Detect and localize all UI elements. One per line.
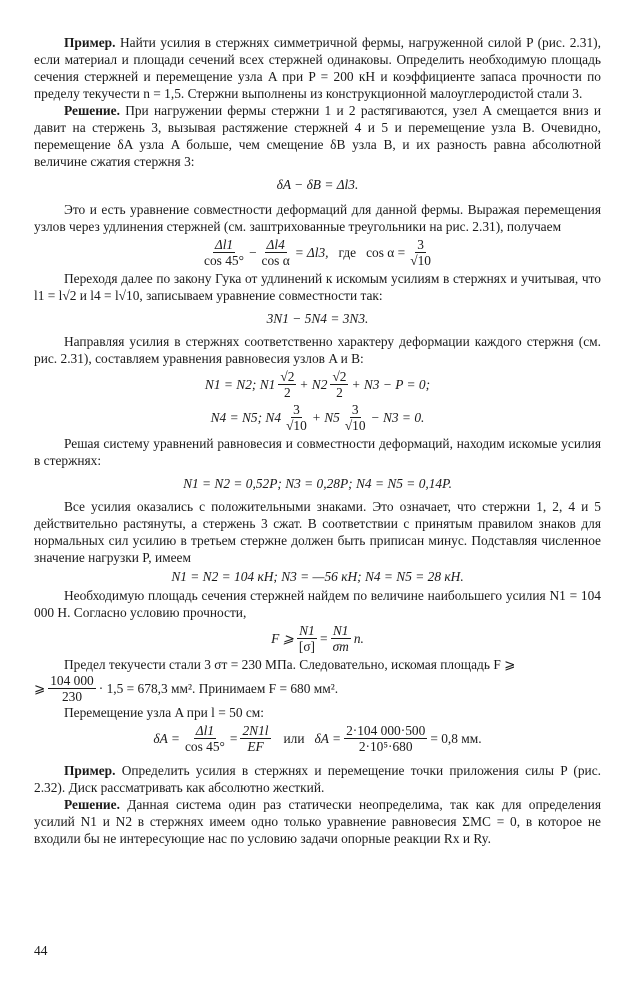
paragraph-3: Переходя далее по закону Гука от удлинений к искомым усилиям в стержнях и учитывая, что l1 = l√2 и l4 = l√10, записываем уравнение совместности так: [34, 271, 601, 303]
solution-1-label: Решение. [64, 103, 120, 118]
fraction: $\frac{\Delta l1}{\cos 45^\circ}$ [184, 723, 225, 754]
equation-5: N4 = N5; N4 $\frac{3}{√10}$ + N5 $\frac{3}{√10}$ − N3 = 0. [210, 402, 425, 433]
solution-2-label: Решение. [64, 797, 120, 812]
fraction: $\frac{\Delta l1}{\cos 45^\circ}$ [204, 237, 244, 268]
example-2-text: Определить усилия в стержнях и перемещение точки приложения силы P (рис. 2.32). Диск рассматривать как абсолютно жесткий. [34, 763, 601, 795]
example-1 [34, 34, 601, 102]
fraction: $\frac{N1}{[\sigma]}$ [298, 623, 315, 654]
fraction: $\frac{\Delta l4}{\text{cos α}}$ [261, 237, 290, 268]
solution-1 [34, 102, 601, 170]
fraction: $\frac{3}{√10}$ [286, 402, 307, 433]
example-2-label: Пример. [64, 763, 116, 778]
fraction: $\frac{√2}{2}$ [332, 369, 347, 400]
example-1-text: Найти усилия в стержнях симметричной фермы, нагруженной силой P (рис. 2.31), если материал и площади сечений всех стержней одинаковы. Определить необходимую площадь сечения стержней и перемещение узла A при P = 200 кН и коэффициенте запаса прочности по пределу текучести n = 1,5. Стержни выполнены из конструкционной малоуглеродистой стали 3. [34, 35, 601, 101]
paragraph-4: Направляя усилия в стержнях соответственно характеру деформации каждого стержня (см. рис. 2.31), составляем уравнения равновесия узлов A и B: [34, 334, 601, 366]
paragraph-2: Это и есть уравнение совместности деформаций для данной фермы. Выражая перемещения узлов через удлинения стержней (см. заштрихованные треугольники на рис. 2.31), получаем [34, 202, 601, 234]
equation-9: δA = $\frac{\Delta l1}{\cos 45^\circ}$ = $\frac{2N1l}{EF}$ или δA = $\frac{2\cdot 104 000\cdot 500}{\text{2·10⁵·680}}$ = 0,8 мм. [153, 723, 482, 754]
solution-2-text: Данная система один раз статически неопределима, так как для определения усилий N1 и N2 в стержнях имеем одно только уравнение равновесия ΣMC = 0, в которое не входили бы не интересующие нас по условию задачи опорные реакции Rx и Ry. [34, 797, 601, 846]
page-number: 44 [34, 943, 48, 958]
paragraph-8: Предел текучести стали 3 σт = 230 МПа. Следовательно, искомая площадь F ⩾ [64, 657, 516, 672]
equation-8: F ⩾ $\frac{N1}{[\sigma]}$ = $\frac{N1}{\sigma т}$ n. [271, 623, 364, 654]
paragraph-5: Решая систему уравнений равновесия и совместности деформаций, находим искомые усилия в стержнях: [34, 436, 601, 468]
equation-4: N1 = N2; N1 $\frac{√2}{2}$ + N2 $\frac{√2}{2}$ + N3 − P = 0; [204, 369, 431, 400]
solution-2 [34, 796, 601, 847]
fraction: $\frac{3}{√10}$ [410, 237, 431, 268]
fraction: $\frac{104 000}{230}$ [50, 673, 94, 704]
solution-1-text: При нагружении фермы стержни 1 и 2 растягиваются, узел A смещается вниз и давит на стержень 3, вызывая растяжение стержней 4 и 5 и перемещение узла B. Очевидно, перемещение δA узла A больше, чем смещение δB узла B, и их разность равна абсолютной величине сжатия стержня 3: [34, 103, 601, 169]
paragraph-9: Перемещение узла A при l = 50 см: [64, 705, 265, 720]
equation-3: 3N1 − 5N4 = 3N3. [266, 311, 369, 326]
fraction: $\frac{√2}{2}$ [280, 369, 295, 400]
equation-1: δA − δB = Δl3. [276, 177, 359, 192]
example-2 [34, 762, 601, 796]
example-1-label: Пример. [64, 35, 116, 50]
equation-7: N1 = N2 = 104 кН; N3 = —56 кН; N4 = N5 = 28 кН. [171, 569, 464, 584]
fraction: $\frac{2N1l}{EF}$ [242, 723, 269, 754]
paragraph-6: Все усилия оказались с положительными знаками. Это означает, что стержни 1, 2, 4 и 5 действительно растянуты, а стержень 3 сжат. В соответствии с принятым правилом знаков для нормальных сил усилию в третьем стержне должен быть приписан минус. Подставляя численное значение нагрузки P, имеем [34, 499, 601, 565]
fraction: $\frac{2\cdot 104 000\cdot 500}{\text{2·10⁵·680}}$ [346, 723, 426, 754]
fraction: $\frac{3}{√10}$ [344, 402, 366, 433]
area-calculation: ⩾ $\frac{104 000}{230}$ · 1,5 = 678,3 мм². Принимаем F = 680 мм². [34, 673, 339, 704]
paragraph-7: Необходимую площадь сечения стержней найдем по величине наибольшего усилия N1 = 104 000 Н. Согласно условию прочности, [34, 588, 601, 620]
equation-6: N1 = N2 = 0,52P; N3 = 0,28P; N4 = N5 = 0,14P. [183, 476, 452, 491]
equation-2: $\frac{\Delta l1}{\cos 45^\circ}$ − $\frac{\Delta l4}{\text{cos α}}$ = Δl3, где cos α = $\frac{3}{√10}$ [204, 237, 431, 268]
fraction: $\frac{N1}{\sigma т}$ [332, 623, 349, 654]
